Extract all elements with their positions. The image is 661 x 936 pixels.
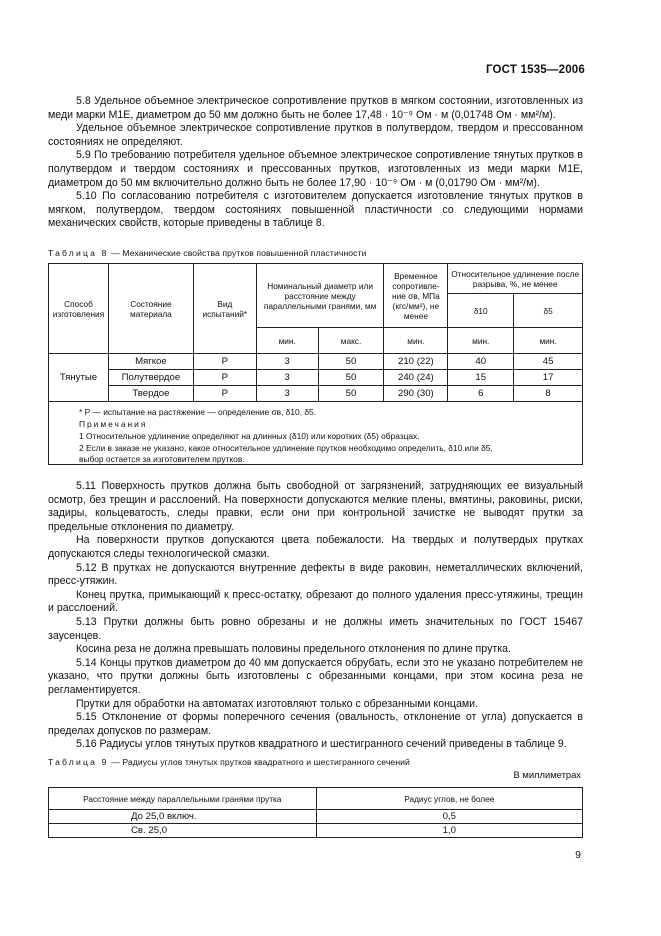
para-5-13-b: Косина реза не должна превышать половины предельного отклонения по длине прутка. bbox=[76, 643, 511, 656]
table-row bbox=[49, 386, 583, 402]
page-number: 9 bbox=[575, 849, 581, 861]
th-d10-min: мин. bbox=[448, 328, 514, 354]
mid-paragraphs bbox=[48, 480, 583, 752]
cell-state: Полутвердое bbox=[108, 370, 193, 386]
cell-dmax: 50 bbox=[318, 354, 384, 370]
cell-d10: 6 bbox=[448, 386, 514, 402]
cell-range: До 25,0 включ. bbox=[49, 810, 317, 824]
th-strength: Временное сопротивле-ние σв, МПа (кгс/мм²), не менее bbox=[384, 264, 448, 328]
para-5-8-b: Удельное объемное электрическое сопротивление прутков в полутвердом, твердом и прессованном состояниях не определяют. bbox=[48, 122, 583, 148]
cell-test: Р bbox=[193, 354, 256, 370]
para-5-11-b: На поверхности прутков допускаются цвета побежалости. На твердых и полутвердых прутках допускаются следы технологической смазки. bbox=[48, 534, 583, 560]
th-method: Способ изготовления bbox=[49, 264, 109, 354]
note-2-cont: выбор остается за изготовителем прутков. bbox=[79, 454, 245, 464]
th-d5-min: мин. bbox=[514, 328, 583, 354]
para-5-16: 5.16 Радиусы углов тянутых прутков квадратного и шестигранного сечений приведены в таблице 9. bbox=[76, 738, 567, 751]
table9-caption bbox=[48, 757, 410, 768]
th-diameter: Номинальный диаметр или расстояние между параллельными гранями, мм bbox=[256, 264, 384, 328]
table9-label: Таблица 9 bbox=[48, 757, 109, 767]
cell-dmax: 50 bbox=[318, 386, 384, 402]
para-5-13: 5.13 Прутки должны быть ровно обрезаны и не должны иметь значительных по ГОСТ 15467 заусенцев. bbox=[48, 615, 583, 642]
th-test: Вид испытаний* bbox=[193, 264, 256, 354]
table8-footnote: * Р — испытание на растяжение — определение σв, δ10, δ5. bbox=[79, 407, 317, 417]
note-2: 2 Если в заказе не указано, какое относительное удлинение прутков необходимо определить, δ10 или δ5, bbox=[79, 443, 493, 453]
th-dmax: макс. bbox=[318, 328, 384, 354]
top-paragraphs bbox=[48, 95, 583, 231]
table9 bbox=[48, 787, 583, 838]
cell-range: Св. 25,0 bbox=[49, 824, 317, 838]
para-5-9: 5.9 По требованию потребителя удельное объемное электрическое сопротивление тянутых прутков в полутвердом и твердом состояниях и прессованных прутков, изготовленных из меди марки М1Е, диаметром до 50 мм включительно должно быть не более 17,90 · 10⁻⁹ Ом · м (0,01790 Ом · мм²/м). bbox=[48, 149, 583, 189]
table9-units: В миллиметрах bbox=[513, 769, 581, 780]
th-distance: Расстояние между параллельными гранями прутка bbox=[49, 788, 317, 810]
th-radius: Радиус углов, не более bbox=[316, 788, 582, 810]
cell-radius: 0,5 bbox=[316, 810, 582, 824]
table8-label: Таблица 8 bbox=[48, 248, 109, 258]
cell-strength: 210 (22) bbox=[384, 354, 448, 370]
table8-title: — Механические свойства прутков повышенной пластичности bbox=[111, 248, 367, 258]
cell-d10: 15 bbox=[448, 370, 514, 386]
cell-dmin: 3 bbox=[256, 386, 318, 402]
cell-strength: 240 (24) bbox=[384, 370, 448, 386]
table9-title: — Радиусы углов тянутых прутков квадратного и шестигранного сечений bbox=[111, 757, 410, 767]
cell-dmin: 3 bbox=[256, 354, 318, 370]
cell-dmin: 3 bbox=[256, 370, 318, 386]
cell-radius: 1,0 bbox=[316, 824, 582, 838]
th-d5: δ5 bbox=[514, 294, 583, 328]
note-1: 1 Относительное удлинение определяют на длинных (δ10) или коротких (δ5) образцах. bbox=[79, 431, 420, 441]
cell-state: Мягкое bbox=[108, 354, 193, 370]
th-d10: δ10 bbox=[448, 294, 514, 328]
table8-caption bbox=[48, 248, 367, 259]
table-row bbox=[49, 824, 583, 838]
cell-test: Р bbox=[193, 386, 256, 402]
para-5-12: 5.12 В прутках не допускаются внутренние дефекты в виде раковин, неметаллических включений, пресс-утяжин. bbox=[48, 561, 583, 588]
table-row bbox=[49, 354, 583, 370]
cell-d10: 40 bbox=[448, 354, 514, 370]
notes-title: Примечания bbox=[79, 419, 148, 429]
para-5-8: 5.8 Удельное объемное электрическое сопротивление прутков в мягком состоянии, изготовленных из меди марки М1Е, диаметром до 50 мм должно быть не более 17,48 · 10⁻⁹ Ом · м (0,01748 Ом · мм²/м). bbox=[48, 95, 583, 121]
th-state: Состояние материала bbox=[108, 264, 193, 354]
para-5-15: 5.15 Отклонение от формы поперечного сечения (овальность, отклонение от угла) допускается в пределах допусков по размерам. bbox=[48, 711, 583, 737]
para-5-14: 5.14 Концы прутков диаметром до 40 мм допускается обрубать, если это не указано потребителем не указано, что прутки должны быть изготовлены с обрезанными концами, при этом косина реза не регламентируется. bbox=[48, 656, 583, 696]
para-5-14-b: Прутки для обработки на автоматах изготовляют только с обрезанными концами. bbox=[76, 697, 479, 710]
para-5-11: 5.11 Поверхность прутков должна быть свободной от загрязнений, затрудняющих ее визуальный осмотр, без трещин и расслоений. На поверхности допускаются мелкие плены, вмятины, раковины, риски, задиры, кольцеватость, следы правки, если они при контрольной зачистке не выводят прутки за предельные отклонения по диаметру. bbox=[48, 480, 583, 533]
cell-test: Р bbox=[193, 370, 256, 386]
cell-d5: 8 bbox=[514, 386, 583, 402]
doc-code: ГОСТ 1535—2006 bbox=[485, 64, 585, 76]
cell-d5: 17 bbox=[514, 370, 583, 386]
table-row bbox=[49, 810, 583, 824]
th-strength-min: мин. bbox=[384, 328, 448, 354]
para-5-10: 5.10 По согласованию потребителя с изготовителем допускается изготовление тянутых прутков в мягком, полутвердом, твердом состояниях повышенной пластичности со следующими нормами механических свойств, которые приведены в таблице 8. bbox=[48, 190, 583, 230]
th-elongation: Относительное удлинение после разрыва, %, не менее bbox=[448, 264, 583, 294]
para-5-12-b: Конец прутка, примыкающий к пресс-остатку, обрезают до полного удаления пресс-утяжины, трещин и расслоений. bbox=[48, 588, 583, 615]
cell-strength: 290 (30) bbox=[384, 386, 448, 402]
table8-notes bbox=[48, 402, 583, 465]
table-row bbox=[49, 370, 583, 386]
cell-dmax: 50 bbox=[318, 370, 384, 386]
cell-state: Твердое bbox=[108, 386, 193, 402]
th-dmin: мин. bbox=[256, 328, 318, 354]
table8 bbox=[48, 263, 583, 402]
cell-method: Тянутые bbox=[49, 354, 109, 402]
cell-d5: 45 bbox=[514, 354, 583, 370]
